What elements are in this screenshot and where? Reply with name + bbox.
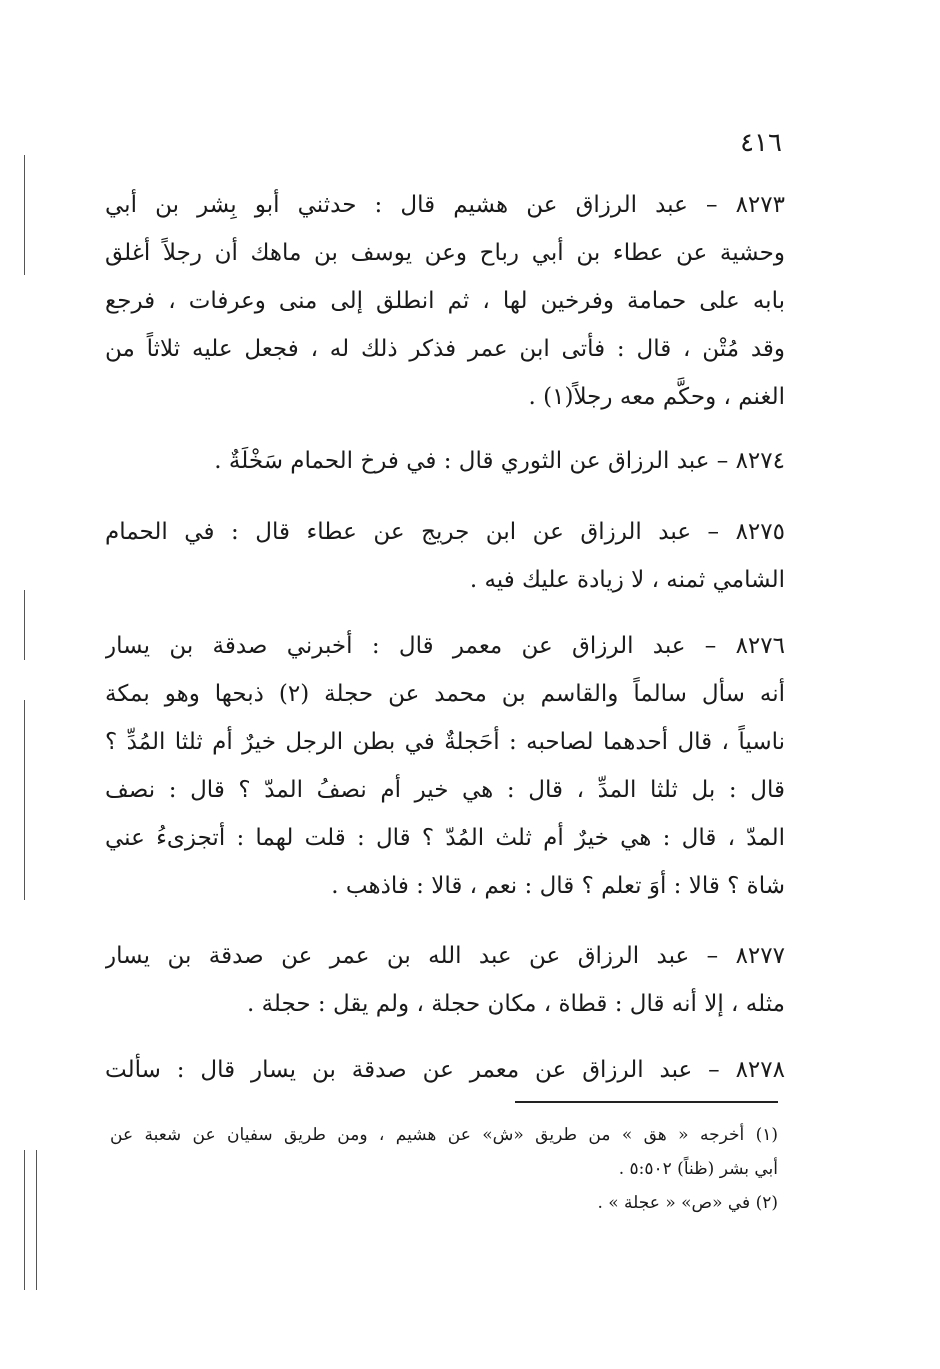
left-margin-rule xyxy=(36,1150,37,1290)
text-line: بابه على حمامة وفرخين لها ، ثم انطلق إلى منى وعرفات ، فرجع xyxy=(105,288,785,314)
hadith-entry-8276 xyxy=(105,622,785,910)
footnote-line: أبي بشر (ظناً) ٥:٥٠٢ . xyxy=(618,1159,778,1179)
text-line: قال : بل ثلثا المدِّ ، قال : هي خير أم نصفُ المدّ ؟ قال : نصف xyxy=(105,777,785,803)
hadith-entry-8273 xyxy=(105,181,785,421)
text-line: شاة ؟ قالا : أوَ تعلم ؟ قال : نعم ، قالا : فاذهب . xyxy=(331,873,785,899)
text-line: المدّ ، قال : هي خيرٌ أم ثلث المُدّ ؟ قال : قلت لهما : أتجزىءُ عني xyxy=(105,825,785,851)
hadith-entry-8275 xyxy=(105,508,785,604)
text-line: ٨٢٧٧ – عبد الرزاق عن عبد الله بن عمر عن صدقة بن يسار xyxy=(105,943,785,969)
left-margin-rule xyxy=(24,700,25,900)
left-margin-rule xyxy=(24,155,25,275)
text-line: وحشية عن عطاء بن أبي رباح وعن يوسف بن ماهك أن رجلاً أغلق xyxy=(105,240,785,266)
left-margin-rule xyxy=(24,1150,25,1290)
text-line: الغنم ، وحكَّم معه رجلاً(١) . xyxy=(528,384,785,410)
text-line: ٨٢٧٤ – عبد الرزاق عن الثوري قال : في فرخ الحمام سَخْلَةٌ . xyxy=(214,448,785,474)
footnote-line: (٢) في «ص» « عجلة » . xyxy=(597,1193,778,1213)
text-line: وقد مُتْن ، قال : فأتى ابن عمر فذكر ذلك له ، فجعل عليه ثلاثاً من xyxy=(105,336,785,362)
footnotes xyxy=(110,1118,778,1220)
text-line: مثله ، إلا أنه قال : قطاة ، مكان حجلة ، ولم يقل : حجلة . xyxy=(246,991,785,1017)
text-line: ٨٢٧٦ – عبد الرزاق عن معمر قال : أخبرني صدقة بن يسار xyxy=(105,633,785,659)
text-line: ٨٢٧٣ – عبد الرزاق عن هشيم قال : حدثني أبو بِشر بن أبي xyxy=(105,192,785,218)
text-line: ٨٢٧٨ – عبد الرزاق عن معمر عن صدقة بن يسار قال : سألت xyxy=(105,1057,785,1083)
footnote-separator xyxy=(515,1101,778,1103)
text-line: ٨٢٧٥ – عبد الرزاق عن ابن جريج عن عطاء قال : في الحمام xyxy=(105,519,785,545)
page-number: ٤١٦ xyxy=(740,128,782,158)
text-line: ناسياً ، قال أحدهما لصاحبه : أحَجلةٌ في بطن الرجل خيرٌ أم ثلثا المُدِّ ؟ xyxy=(105,729,785,755)
hadith-entry-8274 xyxy=(105,437,785,485)
left-margin-rule xyxy=(24,590,25,660)
hadith-entry-8277 xyxy=(105,932,785,1028)
hadith-entry-8278 xyxy=(105,1046,785,1094)
footnote-line: (١) أخرجه « هق » من طريق «ش» عن هشيم ، ومن طريق سفيان عن شعبة عن xyxy=(110,1125,778,1145)
text-line: الشامي ثمنه ، لا زيادة عليك فيه . xyxy=(469,567,785,593)
text-line: أنه سأل سالماً والقاسم بن محمد عن حجلة (٢) ذبحها وهو بمكة xyxy=(105,681,785,707)
